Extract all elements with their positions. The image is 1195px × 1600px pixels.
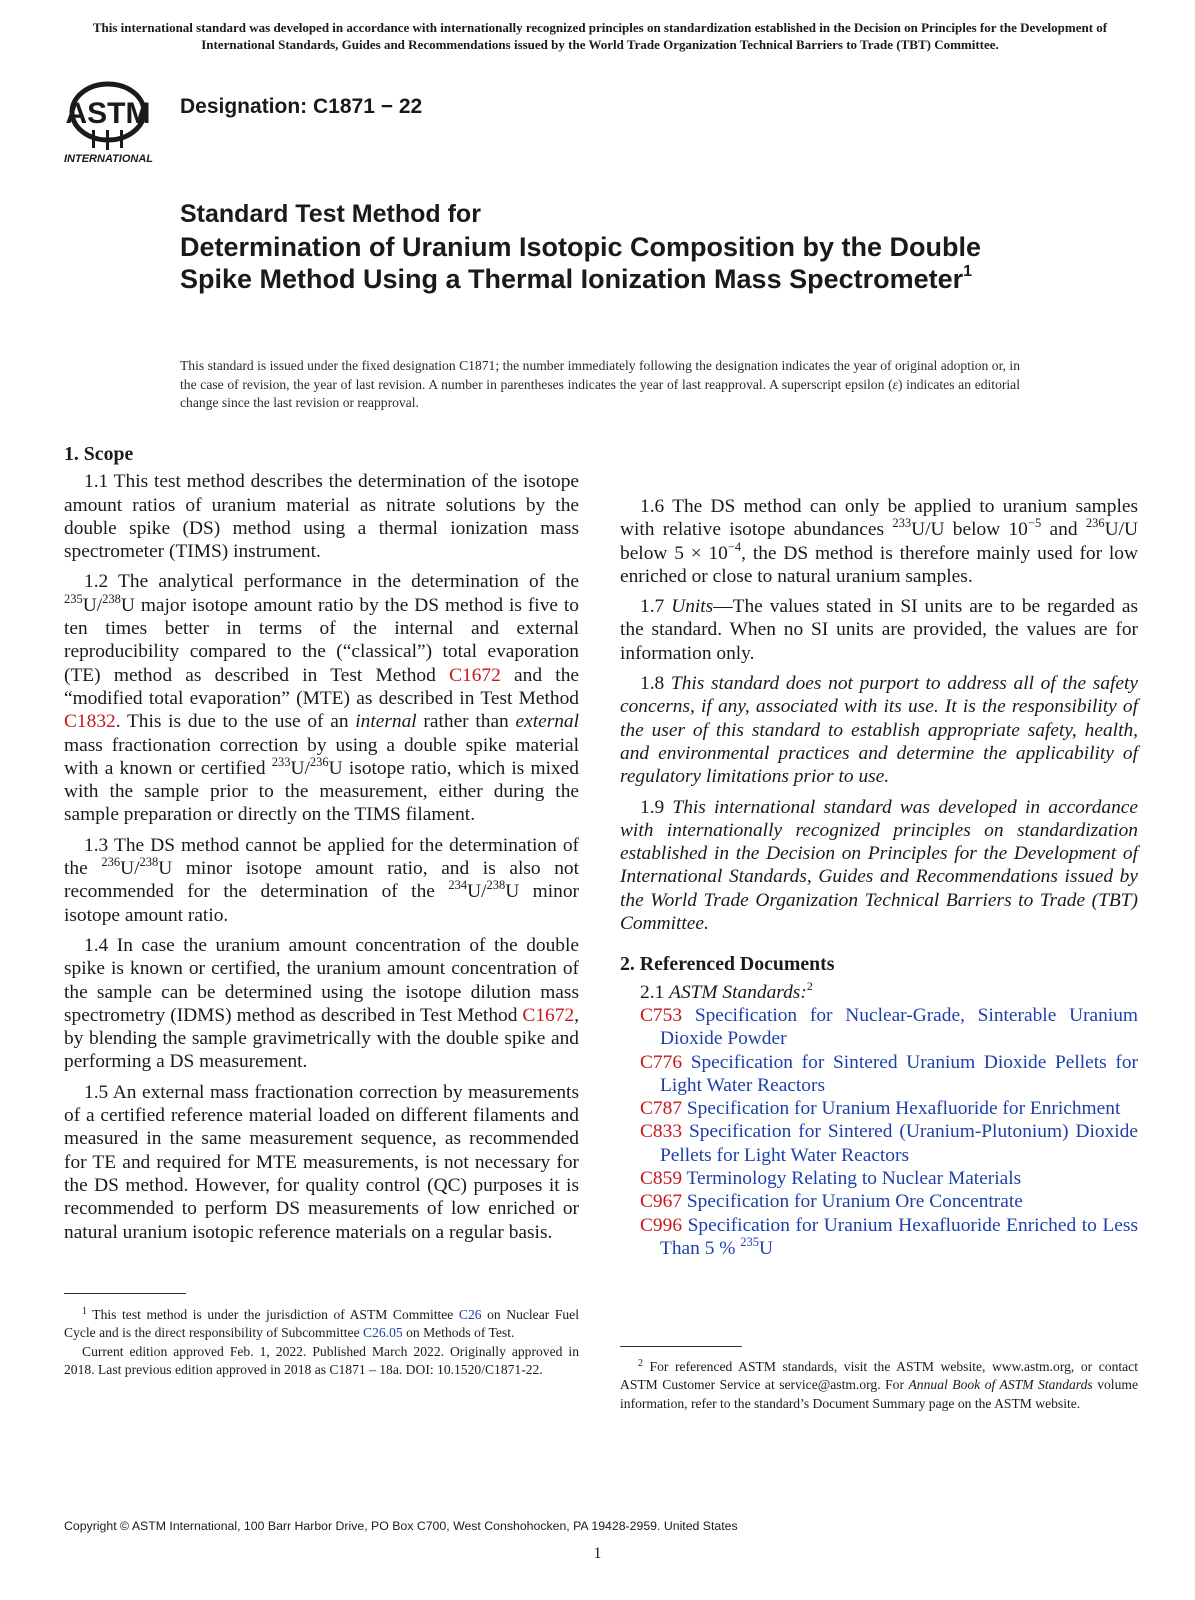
list-item[interactable]: C967 Specification for Uranium Ore Concentrate [640, 1191, 1023, 1213]
document-title [180, 198, 1000, 296]
tbt-notice: This international standard was developed in accordance with internationally recognized principles on standardization established in the Decision on Principles for the Development of International Standards, Guides and Recommendations issued by the World Trade Organization Technical Barriers to Trade (TBT) Committee. [92, 20, 1108, 52]
right-column [620, 443, 1138, 1260]
list-item[interactable]: C996 Specification for Uranium Hexafluoride Enriched to Less Than 5 % $^{235}$U [640, 1214, 1138, 1259]
footnote-rule-right [620, 1346, 742, 1347]
section-2-heading: 2. Referenced Documents [620, 953, 835, 976]
link-c1672[interactable]: C1672 [449, 664, 501, 686]
referenced-standards-list [620, 1004, 1138, 1260]
footnote-2: $^2$ For referenced ASTM standards, visit the ASTM website, www.astm.org, or contact ASTM Customer Service at service@astm.org. For Annual Book of ASTM Standards volume information, refer to the standard’s Document Summary page on the ASTM website. [620, 1358, 1138, 1411]
list-item[interactable]: C753 Specification for Nuclear-Grade, Sinterable Uranium Dioxide Powder [640, 1004, 1138, 1050]
para-1-4: 1.4 In case the uranium amount concentration of the double spike is known or certified, the uranium amount concentration of the sample can be determined using the isotope dilution mass spectrometry (IDMS) method as described in Test Method C1672, by blending the sample gravimetrically with the double spike and performing a DS measurement. [64, 934, 579, 1073]
footnote-rule-left [64, 1293, 186, 1294]
page-number: 1 [593, 1545, 602, 1562]
logo-international: INTERNATIONAL [64, 153, 154, 165]
link-c1832[interactable]: C1832 [64, 711, 116, 733]
list-item[interactable]: C787 Specification for Uranium Hexafluoride for Enrichment [640, 1098, 1121, 1120]
title-main: Determination of Uranium Isotopic Composition by the Double Spike Method Using a Thermal Ionization Mass Spectrometer [180, 231, 982, 294]
para-1-2: 1.2 The analytical performance in the determination of the $^{235}$U/$^{238}$U major isotope amount ratio by the DS method is five to ten times better in terms of the internal and external reproducibility compared to the (“classical”) total evaporation (TE) method as described in Test Method C1672 and the “modified total evaporation” (MTE) as described in Test Method C1832. This is due to the use of an internal rather than external mass fractionation correction by using a double spike material with a known or certified $^{233}$U/$^{236}$U isotope ratio, which is mixed with the sample prior to the measurement, either during the sample preparation or directly on the TIMS filament. [64, 571, 580, 826]
footnote-1: $^1$ This test method is under the jurisdiction of ASTM Committee C26 on Nuclear Fuel Cycle and is the direct responsibility of Subcommittee C26.05 on Methods of Test. Current edition approved Feb. 1, 2022. Published March 2022. Originally approved in 2018. Last previous edition approved in 2018 as C1871 – 18a. DOI: 10.1520/C1871-22. [64, 1306, 579, 1379]
link-c1672-2[interactable]: C1672 [522, 1004, 575, 1026]
designation-number: C1871 − 22 [313, 95, 423, 118]
logo-letters: ASTM [65, 97, 151, 130]
list-item[interactable]: C859 Terminology Relating to Nuclear Materials [640, 1168, 1022, 1190]
designation: Designation: C1871 − 22 [180, 95, 423, 118]
para-2-1: 2.1 ASTM Standards:$^2$ [640, 978, 813, 1003]
para-1-1: 1.1 This test method describes the determination of the isotope amount ratios of uranium material as nitrate solutions by the double spike (DS) method using a thermal ionization mass spectrometer (TIMS) instrument. [64, 471, 579, 563]
para-1-5: 1.5 An external mass fractionation correction by measurements of a certified reference material loaded on different filaments and measured in the same measurement sequence, as recommended for TE and required for MTE measurements, is not necessary for the DS method. However, for quality control (QC) purposes it is recommended to perform DS measurements of low enriched or natural uranium isotopic reference materials on a regular basis. [64, 1081, 579, 1243]
list-item[interactable]: C833 Specification for Sintered (Uranium-Plutonium) Dioxide Pellets for Light Water Reactors [640, 1121, 1138, 1166]
footnote-1-edition: Current edition approved Feb. 1, 2022. Published March 2022. Originally approved in 2018. Last previous edition approved in 2018 as C1871 – 18a. DOI: 10.1520/C1871-22. [64, 1343, 579, 1377]
title-footnote-mark: 1 [963, 263, 973, 280]
link-c26-05[interactable]: C26.05 [363, 1325, 403, 1341]
copyright-line: Copyright © ASTM International, 100 Barr Harbor Drive, PO Box C700, West Conshohocken, PA 19428-2959. United States [64, 1519, 738, 1533]
para-1-3: 1.3 The DS method cannot be applied for the determination of the $^{236}$U/$^{238}$U minor isotope amount ratio, and is also not recommended for the determination of the $^{234}$U/$^{238}$U minor isotope amount ratio. [64, 834, 579, 926]
left-column [64, 443, 579, 1244]
astm-logo [62, 70, 172, 166]
para-1-9: 1.9 This international standard was developed in accordance with internationally recognized principles on standardization established in the Decision on Principles for the Development of International Standards, Guides and Recommendations issued by the World Trade Organization Technical Barriers to Trade (TBT) Committee. [620, 796, 1138, 935]
section-1-heading: 1. Scope [64, 443, 134, 465]
link-c26[interactable]: C26 [458, 1307, 482, 1322]
title-line-1: Standard Test Method for [180, 200, 481, 228]
issuance-statement: This standard is issued under the fixed designation C1871; the number immediately following the designation indicates the year of original adoption or, in the case of revision, the year of last revision. A number in parentheses indicates the year of last reapproval. A superscript epsilon (ε) indicates an editorial change since the last revision or reapproval. [180, 358, 1020, 410]
para-1-6: 1.6 The DS method can only be applied to uranium samples with relative isotope abundances $^{233}$U/U below $10^{-5}$ and $^{236}$U/U below $5 \times 10^{-4}$, the DS method is therefore mainly used for low enriched or close to natural uranium samples. [620, 496, 1138, 587]
list-item[interactable]: C776 Specification for Sintered Uranium Dioxide Pellets for Light Water Reactors [640, 1051, 1138, 1096]
para-1-8: 1.8 This standard does not purport to address all of the safety concerns, if any, associated with its use. It is the responsibility of the user of this standard to establish appropriate safety, health, and environmental practices and determine the applicability of regulatory limitations prior to use. [620, 673, 1139, 788]
para-1-7: 1.7 Units—The values stated in SI units are to be regarded as the standard. When no SI units are provided, the values are for information only. [620, 596, 1138, 664]
